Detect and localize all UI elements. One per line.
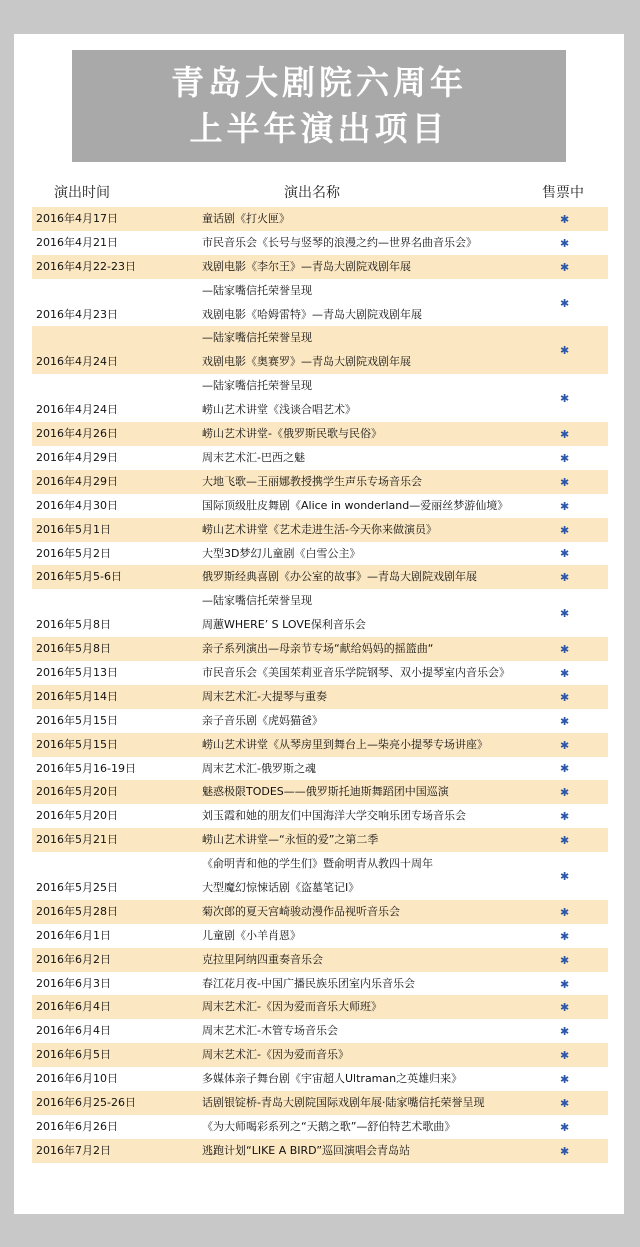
event-name: 大地飞歌—王丽娜教授携学生声乐专场音乐会 [202,474,422,488]
table-row [32,828,608,852]
table-row [32,1019,608,1043]
event-name: 儿童剧《小羊肖恩》 [202,928,301,942]
table-row [32,995,608,1019]
table-row [32,494,608,518]
event-name: 多媒体亲子舞台剧《宇宙超人Ultraman之英雄归来》 [202,1072,463,1086]
event-name: 菊次郎的夏天宫崎骏动漫作品视听音乐会 [202,904,400,918]
event-name: 戏剧电影《奥赛罗》—青岛大剧院戏剧年展 [202,355,411,369]
event-name: 《俞明青和他的学生们》暨俞明青从教四十周年 [202,857,433,871]
event-name: —陆家嘴信托荣誉呈现 [202,283,312,297]
on-sale-star-icon: ✱ [560,834,570,848]
event-date: 2016年5月21日 [36,833,118,847]
event-name: 亲子系列演出—母亲节专场“献给妈妈的摇篮曲“ [202,642,434,656]
event-date: 2016年4月26日 [36,427,118,441]
event-name: 周末艺术汇-《因为爱而音乐大师班》 [202,1000,382,1014]
event-name: 崂山艺术讲堂《浅谈合唱艺术》 [202,403,356,417]
event-date: 2016年4月23日 [36,307,118,321]
on-sale-star-icon: ✱ [560,475,570,489]
event-name: 大型魔幻惊悚话剧《盗墓笔记Ⅰ》 [202,881,360,894]
event-date: 2016年6月4日 [36,1000,111,1014]
table-row [32,446,608,470]
event-name: 春江花月夜-中国广播民族乐团室内乐音乐会 [202,976,415,990]
on-sale-star-icon: ✱ [560,643,570,657]
on-sale-star-icon: ✱ [560,929,570,943]
on-sale-star-icon: ✱ [560,392,570,406]
on-sale-star-icon: ✱ [560,1144,570,1158]
event-name: —陆家嘴信托荣誉呈现 [202,331,312,345]
table-row [32,685,608,709]
event-date: 2016年5月28日 [36,904,118,918]
event-date: 2016年4月24日 [36,403,118,417]
event-date: 2016年4月17日 [36,212,118,225]
table-row [32,852,608,900]
event-date: 2016年5月5-6日 [36,570,122,584]
table-row [32,637,608,661]
table-row [32,470,608,494]
event-name: —陆家嘴信托荣誉呈现 [202,594,312,608]
on-sale-star-icon: ✱ [560,905,570,919]
on-sale-star-icon: ✱ [560,607,570,621]
event-name: 崂山艺术讲堂—“永恒的爱”之第二季 [202,833,379,847]
event-name: 周蕙WHERE’ S LOVE保利音乐会 [202,618,366,632]
table-row [32,1115,608,1139]
event-name: 崂山艺术讲堂-《俄罗斯民歌与民俗》 [202,427,382,441]
event-name: 戏剧电影《哈姆雷特》—青岛大剧院戏剧年展 [202,307,422,321]
event-name: 逃跑计划“LIKE A BIRD”巡回演唱会青岛站 [202,1143,411,1157]
event-name: 周末艺术汇-大提琴与重奏 [202,689,327,703]
table-row [32,207,608,231]
event-date: 2016年5月16-19日 [36,761,136,775]
event-date: 2016年4月30日 [36,498,118,512]
on-sale-star-icon: ✱ [560,212,570,226]
table-row [32,279,608,327]
event-date: 2016年6月25-26日 [36,1096,136,1110]
table-row [32,518,608,542]
title-banner [72,50,566,162]
event-date: 2016年5月1日 [36,522,111,536]
on-sale-star-icon: ✱ [560,1001,570,1015]
event-date: 2016年4月24日 [36,355,118,369]
event-date: 2016年4月29日 [36,450,118,464]
on-sale-star-icon: ✱ [560,953,570,967]
table-row [32,1043,608,1067]
event-date: 2016年6月10日 [36,1072,118,1086]
on-sale-star-icon: ✱ [560,870,570,883]
event-date: 2016年5月8日 [36,618,111,632]
event-date: 2016年6月2日 [36,952,111,966]
table-row [32,780,608,804]
event-name: 崂山艺术讲堂《从琴房里到舞台上—柴亮小提琴专场讲座》 [202,737,488,751]
event-name: —陆家嘴信托荣誉呈现 [202,379,312,393]
banner-title-line-1: 青岛大剧院六周年 [171,63,467,102]
on-sale-star-icon: ✱ [560,762,570,776]
table-row [32,589,608,637]
poster-panel [14,34,624,1214]
event-name: 周末艺术汇-《因为爱而音乐》 [202,1048,349,1062]
header-date: 演出时间 [54,185,110,201]
table-row [32,709,608,733]
event-name: 《为大师喝彩系列之“天鹅之歌”—舒伯特艺术歌曲》 [202,1119,456,1133]
table-row [32,542,608,566]
event-date: 2016年5月14日 [36,689,118,703]
event-name: 周末艺术汇-木管专场音乐会 [202,1024,338,1038]
event-name: 话剧银锭桥-青岛大剧院国际戏剧年展·陆家嘴信托荣誉呈现 [202,1096,485,1110]
on-sale-star-icon: ✱ [560,260,570,274]
event-date: 2016年5月20日 [36,785,118,799]
event-name: 国际顶级肚皮舞剧《Alice in wonderland—爱丽丝梦游仙境》 [202,498,509,512]
event-name: 刘玉霞和她的朋友们中国海洋大学交响乐团专场音乐会 [202,809,466,823]
event-date: 2016年4月21日 [36,235,118,249]
table-row [32,374,608,422]
table-row [32,972,608,996]
event-date: 2016年5月15日 [36,713,118,727]
event-date: 2016年6月3日 [36,976,111,990]
event-date: 2016年6月4日 [36,1024,111,1038]
event-date: 2016年5月15日 [36,737,118,751]
on-sale-star-icon: ✱ [560,666,570,680]
on-sale-star-icon: ✱ [560,738,570,752]
on-sale-star-icon: ✱ [560,523,570,537]
table-row [32,804,608,828]
on-sale-star-icon: ✱ [560,451,570,465]
on-sale-star-icon: ✱ [560,1049,570,1063]
event-name: 童话剧《打火匣》 [202,212,290,225]
on-sale-star-icon: ✱ [560,714,570,728]
event-date: 2016年5月8日 [36,642,111,656]
event-name: 大型3D梦幻儿童剧《白雪公主》 [202,546,361,560]
table-row [32,733,608,757]
on-sale-star-icon: ✱ [560,571,570,585]
table-row [32,1067,608,1091]
on-sale-star-icon: ✱ [560,547,570,561]
event-date: 2016年5月13日 [36,665,118,679]
event-name: 市民音乐会《长号与竖琴的浪漫之约—世界名曲音乐会》 [202,235,477,249]
event-name: 市民音乐会《美国茱莉亚音乐学院钢琴、双小提琴室内音乐会》 [202,665,510,679]
on-sale-star-icon: ✱ [560,810,570,824]
on-sale-star-icon: ✱ [560,1025,570,1039]
event-name: 戏剧电影《李尔王》—青岛大剧院戏剧年展 [202,259,411,273]
event-name: 周末艺术汇-俄罗斯之魂 [202,761,316,775]
event-date: 2016年4月22-23日 [36,259,136,273]
banner-title-line-2: 上半年演出项目 [189,109,449,148]
on-sale-star-icon: ✱ [560,1096,570,1110]
table-row [32,422,608,446]
on-sale-star-icon: ✱ [560,344,570,358]
table-row [32,1091,608,1115]
event-name: 魅惑极限TODES——俄罗斯托迪斯舞蹈团中国巡演 [202,785,449,799]
table-row [32,661,608,685]
event-date: 2016年5月20日 [36,809,118,823]
on-sale-star-icon: ✱ [560,1073,570,1087]
on-sale-star-icon: ✱ [560,786,570,800]
event-name: 俄罗斯经典喜剧《办公室的故事》—青岛大剧院戏剧年展 [202,570,477,584]
header-name: 演出名称 [284,185,340,201]
on-sale-star-icon: ✱ [560,499,570,513]
schedule-table [32,207,608,1163]
column-headers [14,182,624,206]
event-date: 2016年7月2日 [36,1143,111,1157]
table-row [32,565,608,589]
event-date: 2016年4月29日 [36,474,118,488]
event-date: 2016年6月26日 [36,1119,118,1133]
on-sale-star-icon: ✱ [560,977,570,991]
event-date: 2016年6月5日 [36,1048,111,1062]
header-on-sale: 售票中 [542,185,584,201]
event-name: 周末艺术汇-巴西之魅 [202,450,305,464]
event-name: 克拉里阿纳四重奏音乐会 [202,952,323,966]
table-row [32,1139,608,1163]
on-sale-star-icon: ✱ [560,690,570,704]
event-date: 2016年6月1日 [36,928,111,942]
table-row [32,900,608,924]
table-row [32,948,608,972]
on-sale-star-icon: ✱ [560,296,570,310]
table-row [32,326,608,374]
table-row [32,255,608,279]
event-date: 2016年5月2日 [36,546,111,560]
on-sale-star-icon: ✱ [560,236,570,250]
event-name: 亲子音乐剧《虎妈猫爸》 [202,713,323,727]
table-row [32,924,608,948]
table-row [32,231,608,255]
event-date: 2016年5月25日 [36,881,118,894]
table-row [32,757,608,781]
on-sale-star-icon: ✱ [560,428,570,441]
event-name: 崂山艺术讲堂《艺术走进生活-今天你来做演员》 [202,522,437,536]
on-sale-star-icon: ✱ [560,1120,570,1134]
